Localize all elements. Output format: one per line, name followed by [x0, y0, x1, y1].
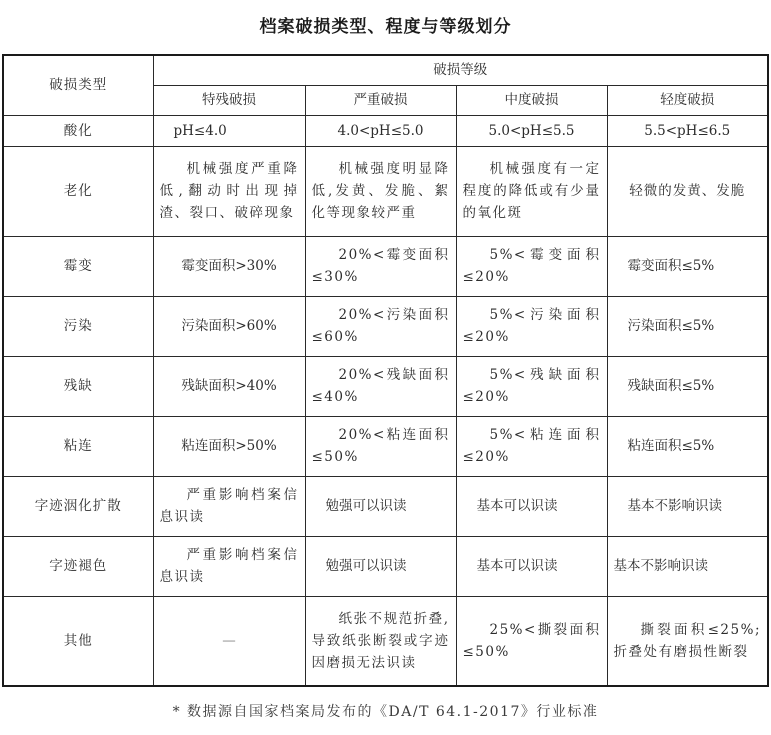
cell-moderate: 5%<污染面积≤20% — [456, 296, 607, 356]
cell-moderate: 5%<霉变面积≤20% — [456, 236, 607, 296]
table-row-acidification — [3, 115, 768, 146]
cell-severe: 机械强度明显降低,发黄、发脆、絮化等现象较严重 — [305, 146, 456, 236]
header-damage-type: 破损类型 — [3, 55, 153, 115]
header-grade-mild: 轻度破损 — [607, 85, 768, 115]
cell-moderate: 基本可以识读 — [456, 536, 607, 596]
table-row-missing — [3, 356, 768, 416]
cell-severe: 20%<污染面积≤60% — [305, 296, 456, 356]
row-type: 老化 — [3, 146, 153, 236]
cell-extreme: pH≤4.0 — [153, 115, 305, 146]
row-type: 其他 — [3, 596, 153, 686]
table-row-mold — [3, 236, 768, 296]
cell-mild: 污染面积≤5% — [607, 296, 768, 356]
cell-severe: 20%<粘连面积≤50% — [305, 416, 456, 476]
cell-mild: 5.5<pH≤6.5 — [607, 115, 768, 146]
row-type: 污染 — [3, 296, 153, 356]
cell-moderate: 5.0<pH≤5.5 — [456, 115, 607, 146]
cell-extreme: 污染面积>60% — [153, 296, 305, 356]
header-grade-extreme: 特残破损 — [153, 85, 305, 115]
cell-moderate: 5%<残缺面积≤20% — [456, 356, 607, 416]
cell-extreme: 严重影响档案信息识读 — [153, 536, 305, 596]
row-type: 字迹褪色 — [3, 536, 153, 596]
cell-mild: 轻微的发黄、发脆 — [607, 146, 768, 236]
cell-severe: 20%<残缺面积≤40% — [305, 356, 456, 416]
page-title: 档案破损类型、程度与等级划分 — [259, 17, 512, 37]
row-type: 霉变 — [3, 236, 153, 296]
cell-moderate: 5%<粘连面积≤20% — [456, 416, 607, 476]
table-row-ink-spread — [3, 476, 768, 536]
cell-extreme: 严重影响档案信息识读 — [153, 476, 305, 536]
damage-classification-table — [2, 54, 769, 687]
header-row-group — [3, 55, 768, 85]
cell-severe: 4.0<pH≤5.0 — [305, 115, 456, 146]
row-type: 残缺 — [3, 356, 153, 416]
table-row-sticking — [3, 416, 768, 476]
row-type: 字迹洇化扩散 — [3, 476, 153, 536]
cell-extreme: — — [153, 596, 305, 686]
row-type: 粘连 — [3, 416, 153, 476]
cell-severe: 20%<霉变面积≤30% — [305, 236, 456, 296]
cell-mild: 撕裂面积≤25%;折叠处有磨损性断裂 — [607, 596, 768, 686]
cell-severe: 勉强可以识读 — [305, 476, 456, 536]
cell-severe: 纸张不规范折叠,导致纸张断裂或字迹因磨损无法识读 — [305, 596, 456, 686]
cell-extreme: 残缺面积>40% — [153, 356, 305, 416]
header-damage-grade: 破损等级 — [153, 55, 768, 85]
cell-mild: 粘连面积≤5% — [607, 416, 768, 476]
cell-severe: 勉强可以识读 — [305, 536, 456, 596]
cell-extreme: 粘连面积>50% — [153, 416, 305, 476]
source-footnote: * 数据源自国家档案局发布的《DA/T 64.1-2017》行业标准 — [172, 704, 599, 720]
cell-mild: 霉变面积≤5% — [607, 236, 768, 296]
header-grade-moderate: 中度破损 — [456, 85, 607, 115]
table-row-other — [3, 596, 768, 686]
header-grade-severe: 严重破损 — [305, 85, 456, 115]
cell-mild: 基本不影响识读 — [607, 476, 768, 536]
table-row-aging — [3, 146, 768, 236]
cell-extreme: 机械强度严重降低,翻动时出现掉渣、裂口、破碎现象 — [153, 146, 305, 236]
cell-mild: 残缺面积≤5% — [607, 356, 768, 416]
table-row-ink-fading — [3, 536, 768, 596]
cell-moderate: 机械强度有一定程度的降低或有少量的氧化斑 — [456, 146, 607, 236]
cell-moderate: 基本可以识读 — [456, 476, 607, 536]
table-row-contamination — [3, 296, 768, 356]
row-type: 酸化 — [3, 115, 153, 146]
cell-mild: 基本不影响识读 — [607, 536, 768, 596]
cell-moderate: 25%<撕裂面积≤50% — [456, 596, 607, 686]
cell-extreme: 霉变面积>30% — [153, 236, 305, 296]
